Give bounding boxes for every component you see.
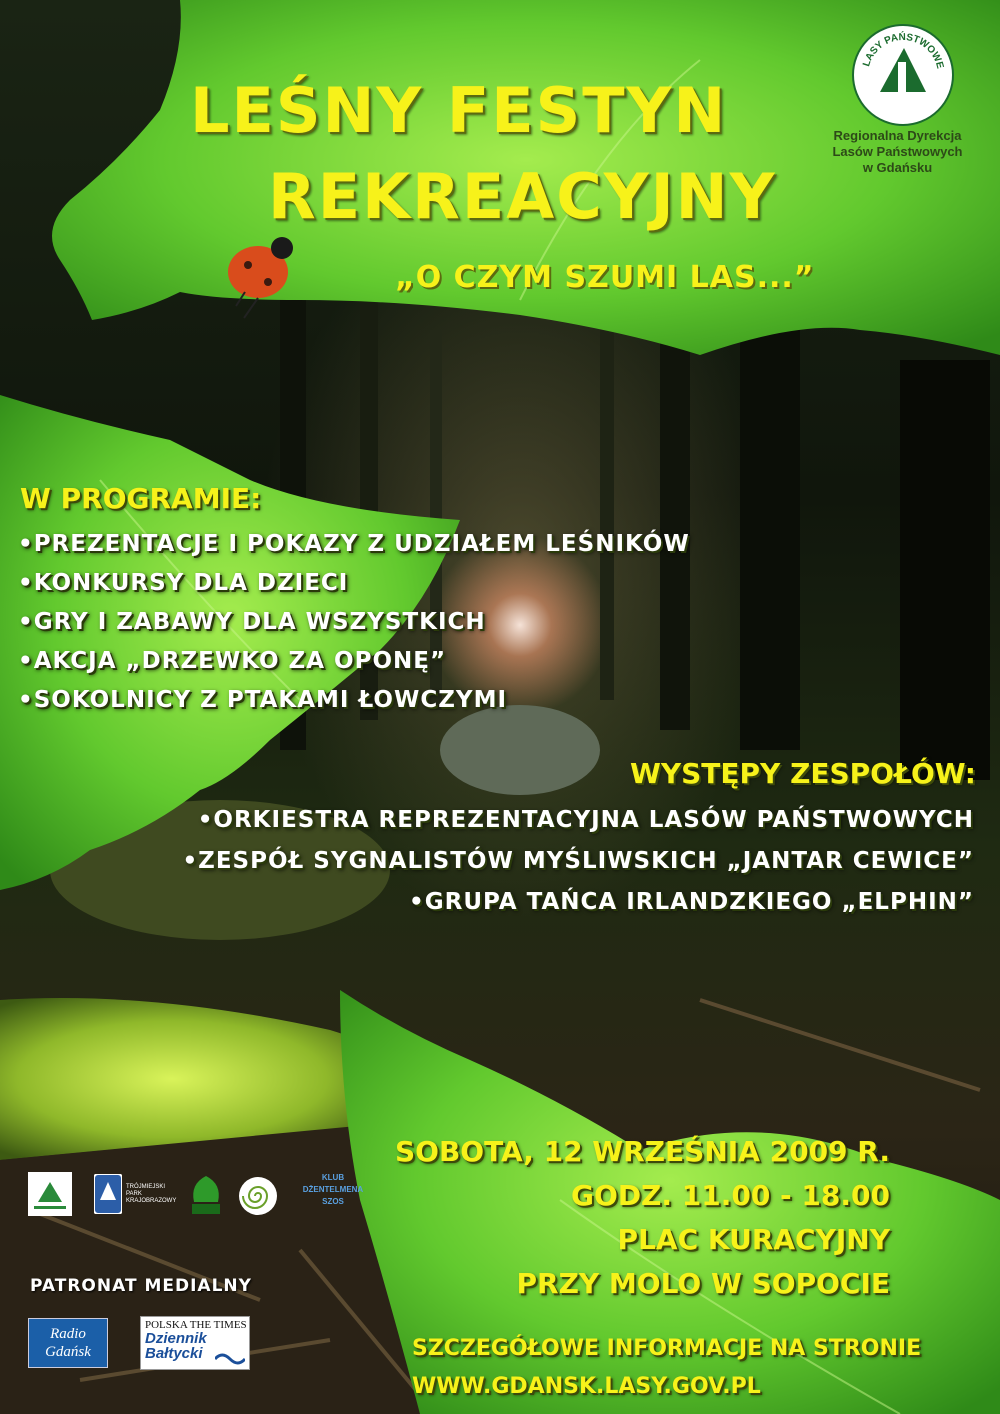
newspaper-title — [145, 1331, 207, 1361]
title-line-2: REKREACYJNY — [268, 160, 777, 233]
event-place: PLAC KURACYJNY — [617, 1223, 890, 1256]
organizer-caption-line: Regionalna Dyrekcja — [833, 128, 962, 143]
green-organization-icon — [188, 1174, 224, 1216]
event-date: SOBOTA, 12 WRZEŚNIA 2009 R. — [394, 1135, 890, 1168]
event-details — [395, 1130, 890, 1306]
subtitle: „O CZYM SZUMI LAS...” — [395, 260, 815, 295]
program-list — [18, 525, 690, 720]
program-item: •GRY I ZABAWY DLA WSZYSTKICH — [18, 609, 486, 635]
info-block — [412, 1330, 921, 1406]
fund-logo-icon — [28, 1172, 72, 1216]
performances-list — [182, 800, 974, 923]
media-patronage-heading: PATRONAT MEDIALNY — [30, 1276, 252, 1296]
partner-text: KLUB — [321, 1173, 345, 1182]
title-line-1: LEŚNY FESTYN — [190, 74, 728, 147]
partner-text: KRAJOBRAZOWY — [126, 1198, 177, 1204]
lasy-panstwowe-logo — [852, 24, 954, 126]
partner-text: PARK — [126, 1191, 142, 1197]
trojmiejski-park-label — [126, 1184, 176, 1205]
performance-item: •ORKIESTRA REPREZENTACYJNA LASÓW PAŃSTWOWYCH — [197, 807, 974, 833]
event-time: GODZ. 11.00 - 18.00 — [571, 1179, 890, 1212]
newspaper-header: POLSKA THE TIMES — [145, 1319, 247, 1331]
partner-text: DŻENTELMENA — [302, 1185, 364, 1194]
program-heading: W PROGRAMIE: — [20, 482, 262, 515]
info-text: SZCZEGÓŁOWE INFORMACJE NA STRONIE — [412, 1336, 922, 1361]
radio-gdansk-logo — [28, 1318, 108, 1368]
partner-text: TRÓJMIEJSKI — [126, 1184, 166, 1190]
wave-icon — [215, 1351, 245, 1365]
event-place-detail: PRZY MOLO W SOPOCIE — [516, 1267, 890, 1300]
partner-text: SZOS — [322, 1197, 344, 1206]
website-link[interactable]: WWW.GDANSK.LASY.GOV.PL — [412, 1374, 761, 1399]
performance-item: •ZESPÓŁ SYGNALISTÓW MYŚLIWSKICH „JANTAR CEWICE” — [182, 848, 974, 874]
newspaper-title-line: Dziennik — [145, 1330, 207, 1347]
performance-item: •GRUPA TAŃCA IRLANDZKIEGO „ELPHIN” — [409, 889, 974, 915]
organizer-caption-line: Lasów Państwowych — [832, 144, 963, 159]
lasy-panstwowe-logo-text: LASY PAŃSTWOWE — [861, 31, 946, 70]
organizer-caption-line: w Gdańsku — [862, 160, 933, 175]
program-item: •SOKOLNICY Z PTAKAMI ŁOWCZYMI — [18, 687, 508, 713]
program-item: •AKCJA „DRZEWKO ZA OPONĘ” — [18, 648, 447, 674]
radio-logo-text: Gdańsk — [45, 1344, 91, 1360]
program-item: •KONKURSY DLA DZIECI — [18, 570, 349, 596]
radio-logo-text: Radio — [50, 1326, 86, 1342]
partner-logos — [28, 1172, 378, 1227]
performances-heading: WYSTĘPY ZESPOŁÓW: — [629, 757, 976, 790]
program-item: •PREZENTACJE I POKAZY Z UDZIAŁEM LEŚNIKÓW — [18, 531, 690, 557]
klub-dzentelmena-icon — [298, 1172, 368, 1208]
dziennik-baltycki-logo — [140, 1316, 250, 1370]
newspaper-title-line: Bałtycki — [145, 1345, 203, 1362]
spiral-emblem-icon — [238, 1176, 278, 1216]
organizer-caption — [820, 128, 975, 176]
trojmiejski-park-icon — [94, 1174, 122, 1214]
